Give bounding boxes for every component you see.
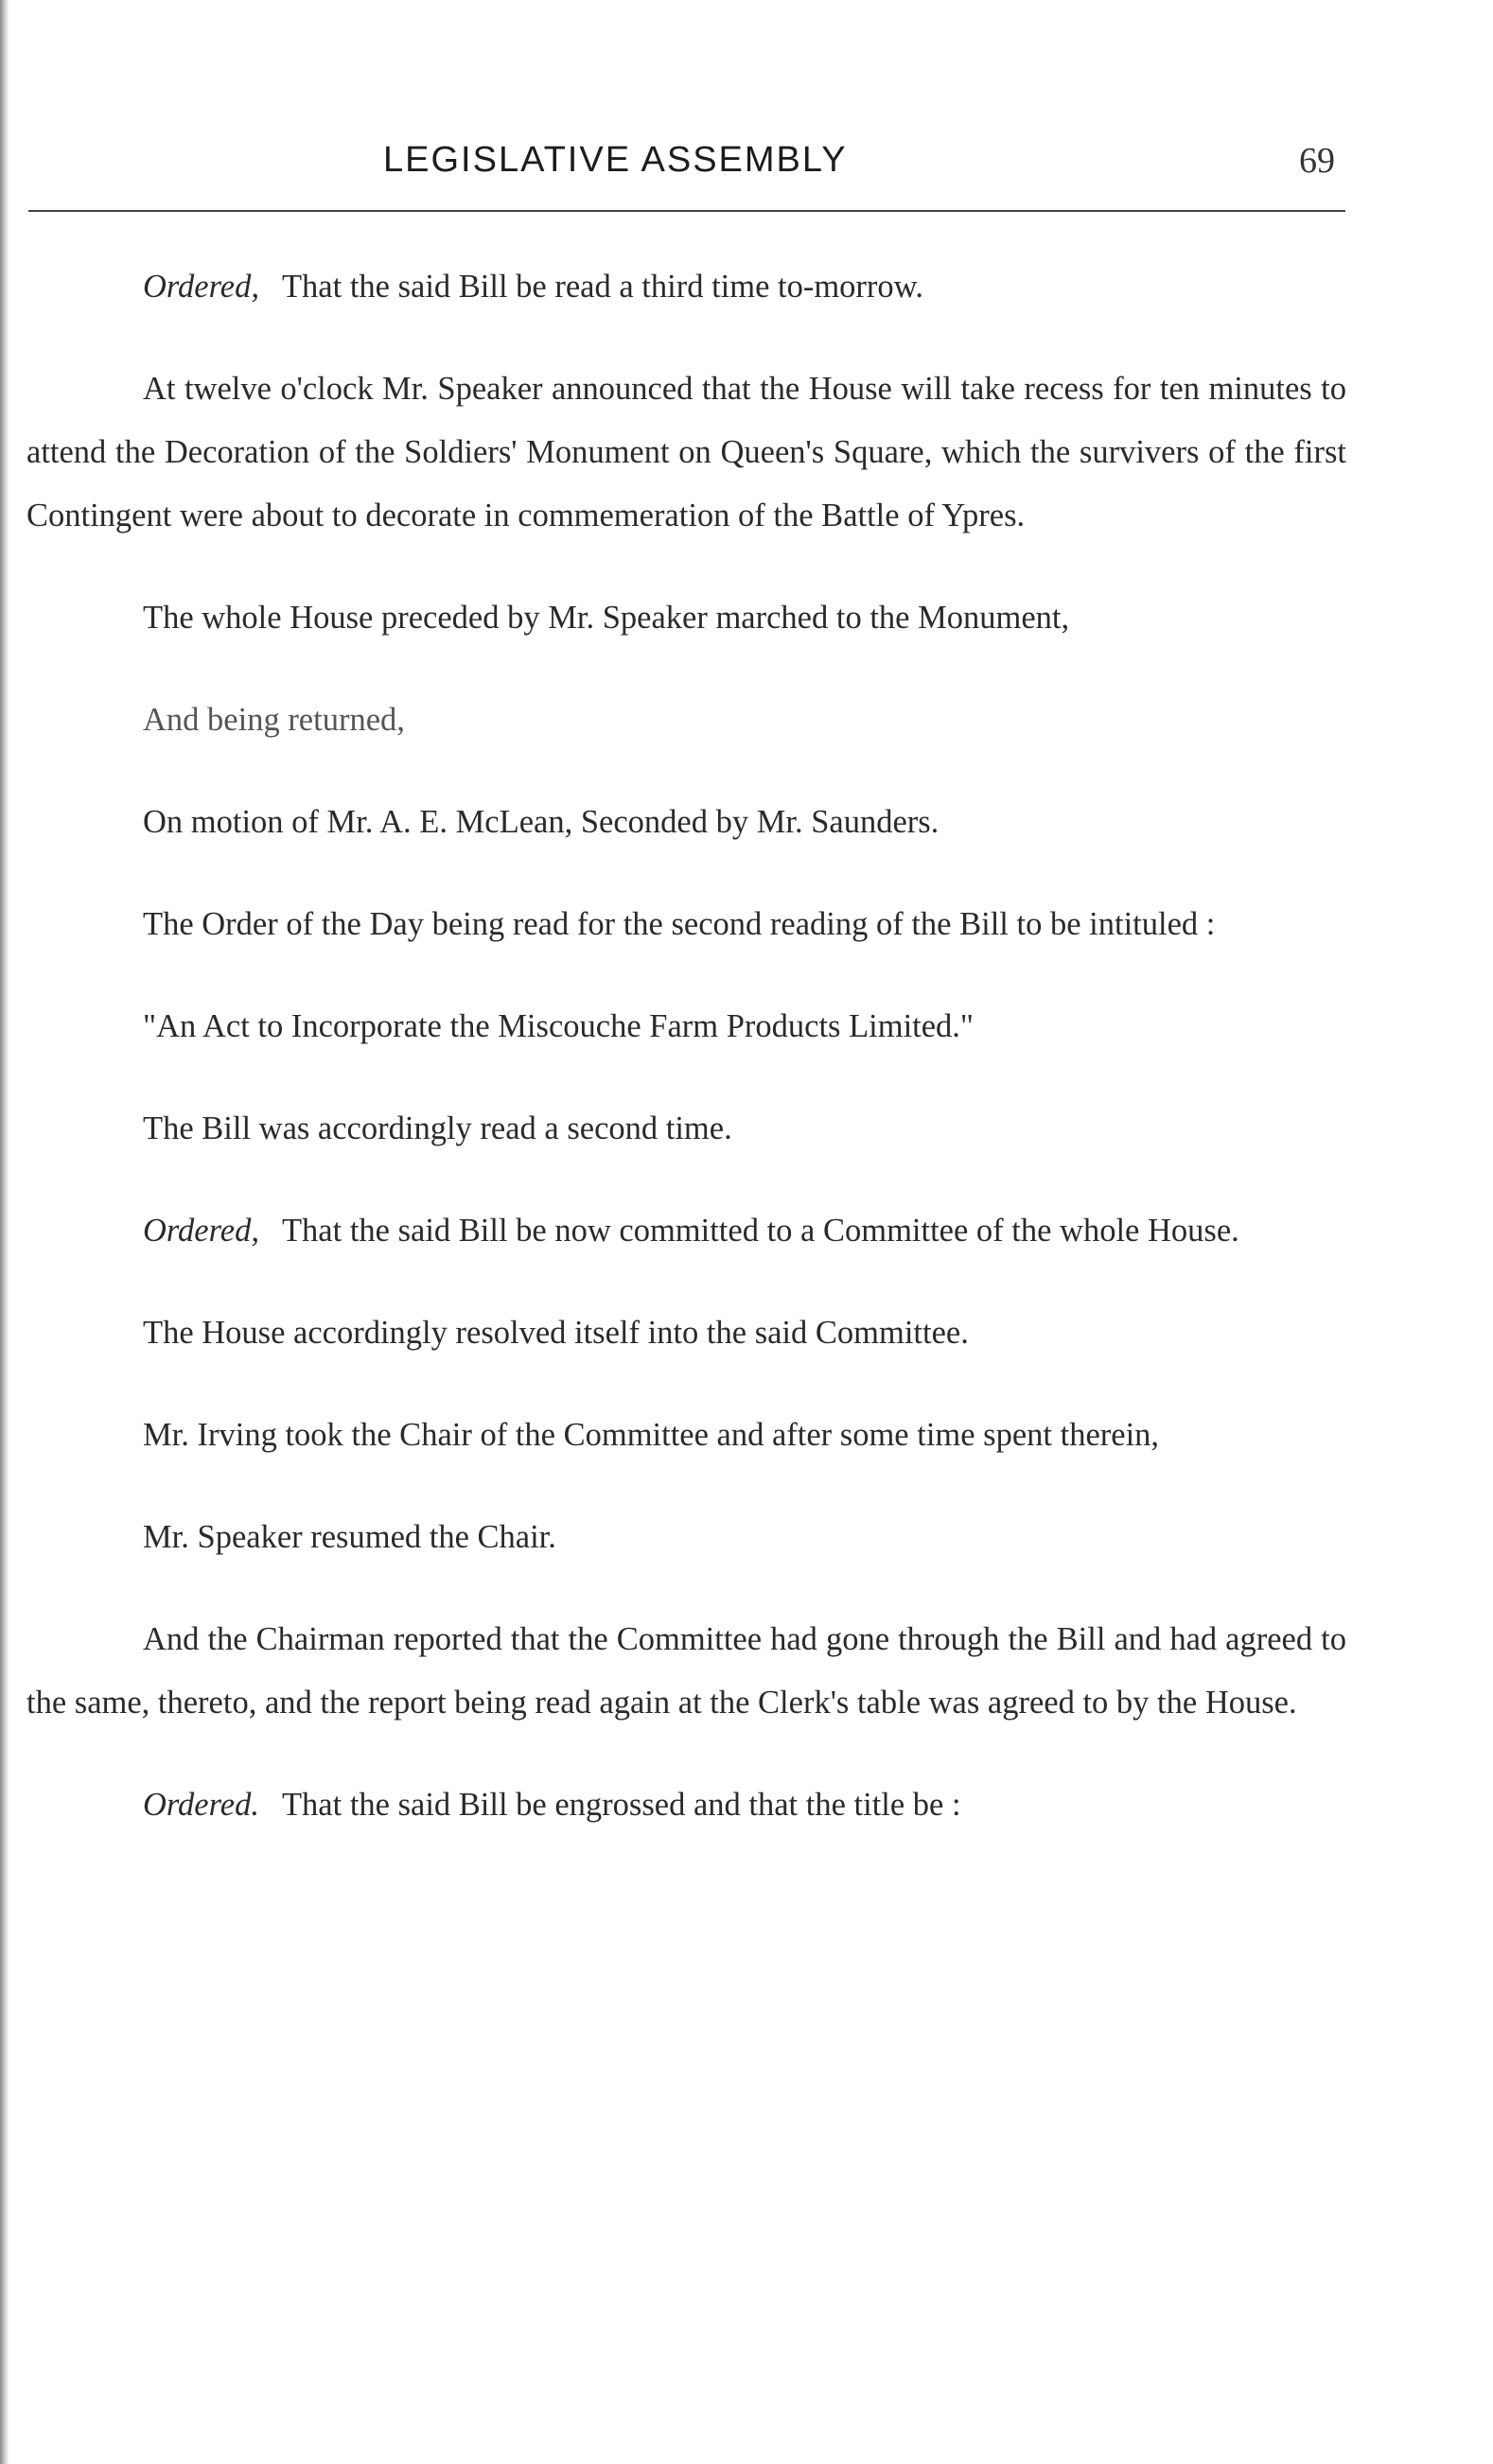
- paragraph-text: And being returned,: [143, 702, 405, 738]
- paragraph-text: On motion of Mr. A. E. McLean, Seconded by Mr. Saunders.: [143, 804, 940, 840]
- paragraph-house-marched: [26, 586, 1346, 650]
- paragraph-lead: Ordered.: [143, 1787, 259, 1823]
- paragraph-being-returned: [26, 689, 1346, 752]
- paragraph-text: That the said Bill be now committed to a Committee of the whole House.: [281, 1213, 1239, 1249]
- paragraph-second-reading: [26, 1097, 1346, 1161]
- paragraph-text: At twelve o'clock Mr. Speaker announced that the House will take recess for ten minutes to attend the Decoration of the Soldiers' Monument on Queen's Square, which the survivers of the first Contingent were about to decorate in commemeration of the Battle of Ypres.: [26, 371, 1346, 533]
- paragraph-order-of-day: [26, 893, 1346, 956]
- paragraph-ordered-committee: [26, 1199, 1346, 1263]
- paragraph-resolved-committee: [26, 1302, 1346, 1365]
- paragraph-text: The Order of the Day being read for the second reading of the Bill to be intituled :: [143, 906, 1216, 942]
- paragraph-lead: Ordered,: [143, 1213, 259, 1249]
- paragraph-ordered-third-reading: [26, 255, 1346, 319]
- header-rule: [28, 210, 1345, 212]
- paragraph-lead: Ordered,: [143, 269, 259, 305]
- paragraph-text: The House accordingly resolved itself into the said Committee.: [143, 1315, 969, 1351]
- paragraph-text: The Bill was accordingly read a second time.: [143, 1110, 732, 1146]
- running-head: LEGISLATIVE ASSEMBLY: [383, 140, 848, 180]
- paragraph-chairman-report: [26, 1608, 1346, 1735]
- paragraph-text: Mr. Irving took the Chair of the Committee and after some time spent therein,: [143, 1417, 1160, 1453]
- paragraph-text: And the Chairman reported that the Committee had gone through the Bill and had agreed to the same, thereto, and the report being read again at the Clerk's table was agreed to by the House.: [26, 1621, 1346, 1721]
- paragraph-text: That the said Bill be read a third time to-morrow.: [281, 269, 923, 305]
- paragraph-bill-title: [26, 995, 1346, 1058]
- paragraph-text: "An Act to Incorporate the Miscouche Farm Products Limited.": [143, 1008, 975, 1044]
- paragraph-text: Mr. Speaker resumed the Chair.: [143, 1519, 556, 1555]
- paragraph-ordered-engrossed: [26, 1774, 1346, 1837]
- paragraph-speaker-resumed: [26, 1506, 1346, 1569]
- paragraph-text: That the said Bill be engrossed and that the title be :: [281, 1787, 961, 1823]
- document-body: [26, 255, 1346, 1876]
- paragraph-motion: [26, 791, 1346, 854]
- page-number: 69: [1299, 141, 1335, 181]
- paragraph-text: The whole House preceded by Mr. Speaker marched to the Monument,: [143, 600, 1070, 636]
- page-header: [0, 140, 1493, 197]
- paragraph-irving-chair: [26, 1404, 1346, 1467]
- paragraph-recess-announcement: [26, 358, 1346, 548]
